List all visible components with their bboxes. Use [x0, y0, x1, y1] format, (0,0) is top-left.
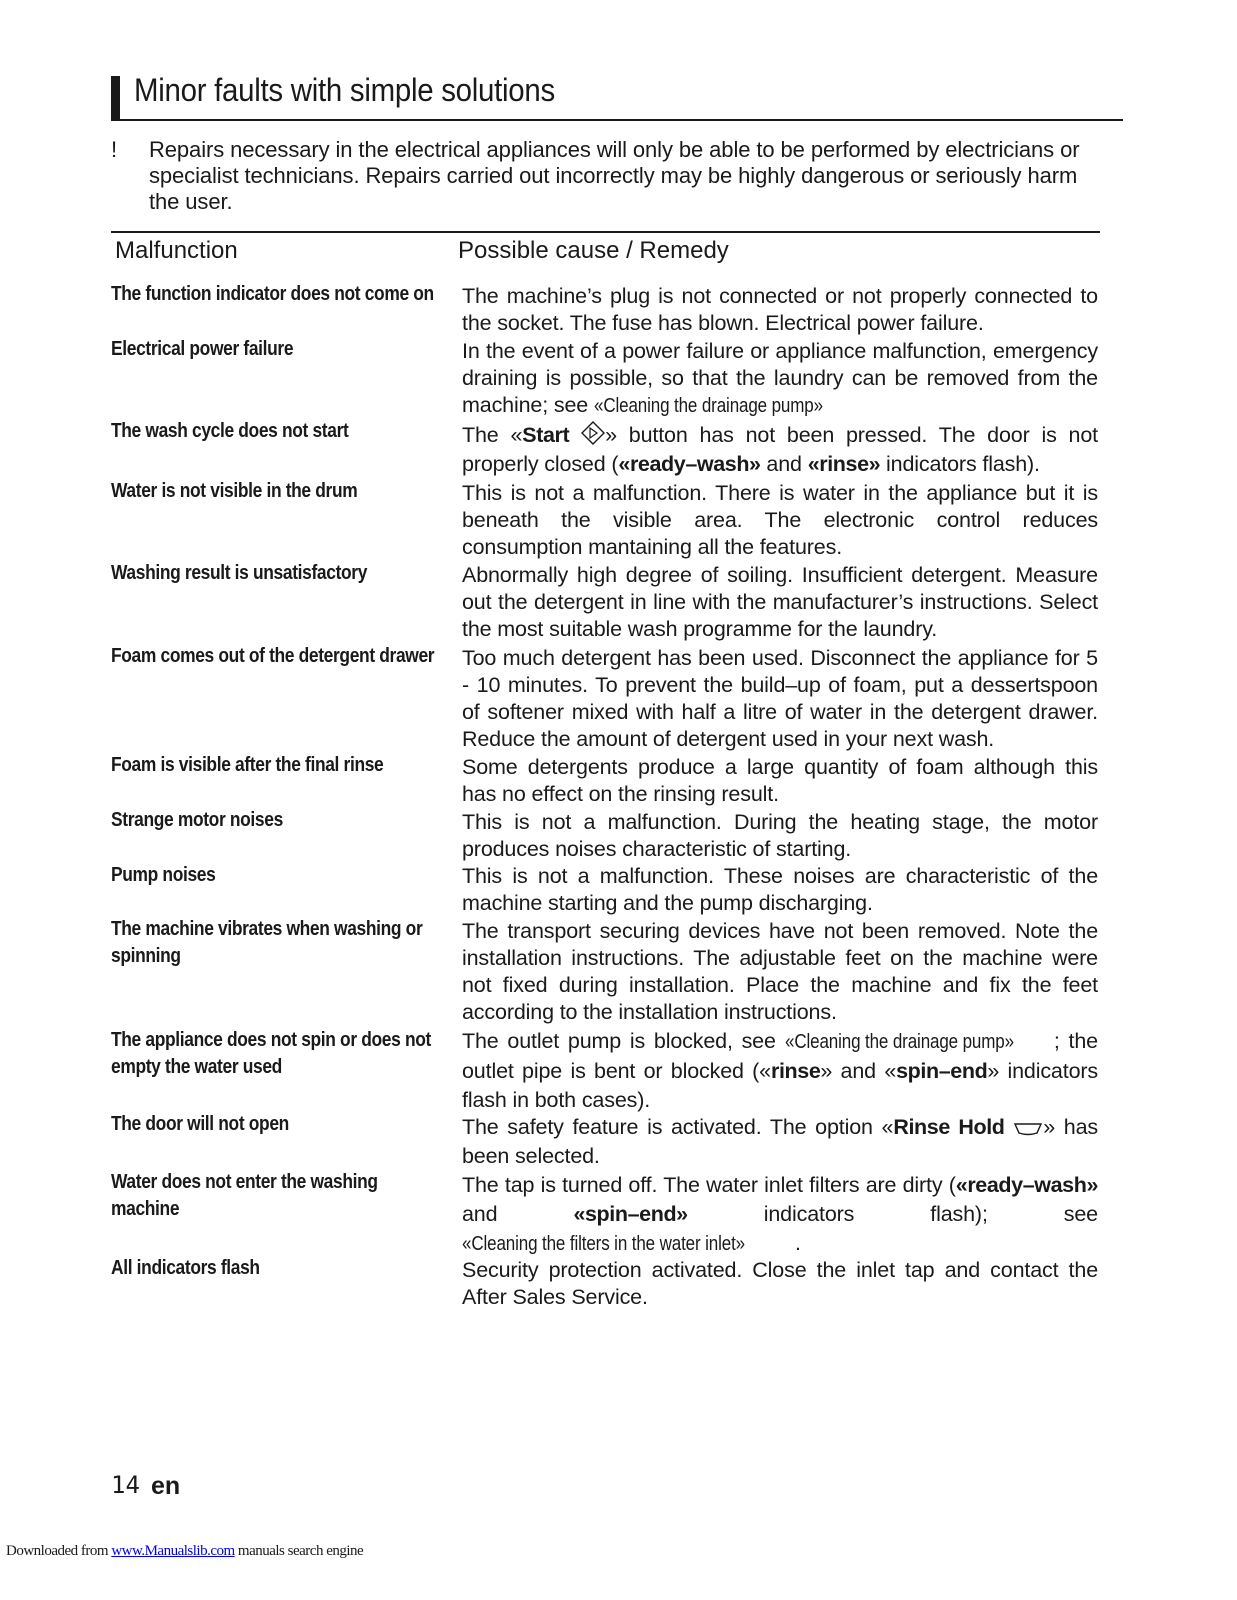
malfunction-cell: The function indicator does not come on: [111, 283, 434, 305]
remedy-cell: The «Start » button has not been pressed. The door is not properly closed («ready–wash» and «rinse» indicators flash).: [462, 423, 1099, 476]
page-language: en: [151, 1472, 181, 1500]
warning-mark: !: [111, 137, 118, 162]
remedy-cell: This is not a malfunction. During the heating stage, the motor produces noises characteristic of starting.: [462, 810, 1098, 861]
title-bar-accent: [111, 76, 120, 120]
download-footer: Downloaded from www.Manualslib.com manuals search engine: [6, 1543, 364, 1559]
malfunction-cell: Foam is visible after the final rinse: [111, 754, 384, 776]
manualslib-link[interactable]: www.Manualslib.com: [111, 1543, 235, 1559]
malfunction-cell: The wash cycle does not start: [111, 420, 349, 442]
table-top-rule: [111, 231, 1100, 233]
page-title: Minor faults with simple solutions: [134, 72, 555, 108]
rinse-hold-label: Rinse Hold: [893, 1115, 1005, 1139]
malfunction-cell: Water does not enter the washing machine: [111, 1171, 378, 1220]
remedy-cell: In the event of a power failure or appliance malfunction, emergency draining is possible, so that the laundry can be removed from the machine; see «Cleaning the drainage pump»: [462, 338, 1098, 420]
rinse-hold-icon: [1013, 1115, 1043, 1139]
remedy-cell: The safety feature is activated. The option «Rinse Hold » has been selected.: [462, 1115, 1098, 1168]
remedy-cell: This is not a malfunction. There is water in the appliance but it is beneath the visible area. The electronic control reduces consumption mantaining all the features.: [462, 481, 1098, 559]
start-diamond-icon: [581, 423, 605, 447]
column-header-malfunction: Malfunction: [115, 237, 238, 264]
cross-reference: «Cleaning the drainage pump»: [784, 1031, 1014, 1053]
remedy-cell: The machine’s plug is not connected or not properly connected to the socket. The fuse has blown. Electrical power failure.: [462, 284, 1098, 335]
cross-reference: «Cleaning the filters in the water inlet»: [462, 1233, 745, 1255]
malfunction-cell: The appliance does not spin or does not empty the water used: [111, 1029, 431, 1078]
page-number: 14: [111, 1471, 140, 1499]
malfunction-cell: All indicators flash: [111, 1257, 260, 1279]
malfunction-cell: Washing result is unsatisfactory: [111, 562, 368, 584]
cross-reference: «Cleaning the drainage pump»: [593, 395, 823, 417]
remedy-cell: The transport securing devices have not been removed. Note the installation instructions. The adjustable feet on the machine were not fixed during installation. Place the machine and fix the feet according to the installation instructions.: [462, 919, 1098, 1024]
remedy-cell: Abnormally high degree of soiling. Insufficient detergent. Measure out the detergent in line with the manufacturer’s instructions. Select the most suitable wash programme for the laundry.: [462, 563, 1098, 641]
remedy-cell: The outlet pump is blocked, see «Cleaning the drainage pump» ; the outlet pipe is bent or blocked («rinse» and «spin–end» indicators flash in both cases).: [462, 1029, 1098, 1112]
malfunction-cell: Electrical power failure: [111, 338, 294, 360]
malfunction-cell: Pump noises: [111, 864, 216, 886]
start-button-label: Start: [522, 423, 570, 447]
malfunction-cell: The door will not open: [111, 1113, 289, 1135]
column-header-remedy: Possible cause / Remedy: [458, 237, 729, 264]
warning-text: Repairs necessary in the electrical appliances will only be able to be performed by electricians or specialist technicians. Repairs carried out incorrectly may be highly dangerous or seriously harm the user.: [149, 137, 1080, 214]
remedy-cell: This is not a malfunction. These noises are characteristic of the machine starting and the pump discharging.: [462, 864, 1098, 915]
remedy-cell: The tap is turned off. The water inlet filters are dirty («ready–wash» and «spin–end» indicators flash); see «Cleaning the filters in the water inlet» .: [462, 1171, 1098, 1259]
malfunction-cell: Foam comes out of the detergent drawer: [111, 645, 435, 667]
title-rule: [111, 119, 1123, 121]
remedy-cell: Security protection activated. Close the inlet tap and contact the After Sales Service.: [462, 1258, 1098, 1309]
malfunction-cell: The machine vibrates when washing or spinning: [111, 918, 423, 967]
remedy-cell: Too much detergent has been used. Disconnect the appliance for 5 - 10 minutes. To prevent the build–up of foam, put a dessertspoon of softener mixed with half a litre of water in the detergent drawer. Reduce the amount of detergent used in your next wash.: [462, 646, 1098, 751]
malfunction-cell: Strange motor noises: [111, 809, 283, 831]
malfunction-cell: Water is not visible in the drum: [111, 480, 358, 502]
remedy-cell: Some detergents produce a large quantity of foam although this has no effect on the rinsing result.: [462, 755, 1098, 806]
